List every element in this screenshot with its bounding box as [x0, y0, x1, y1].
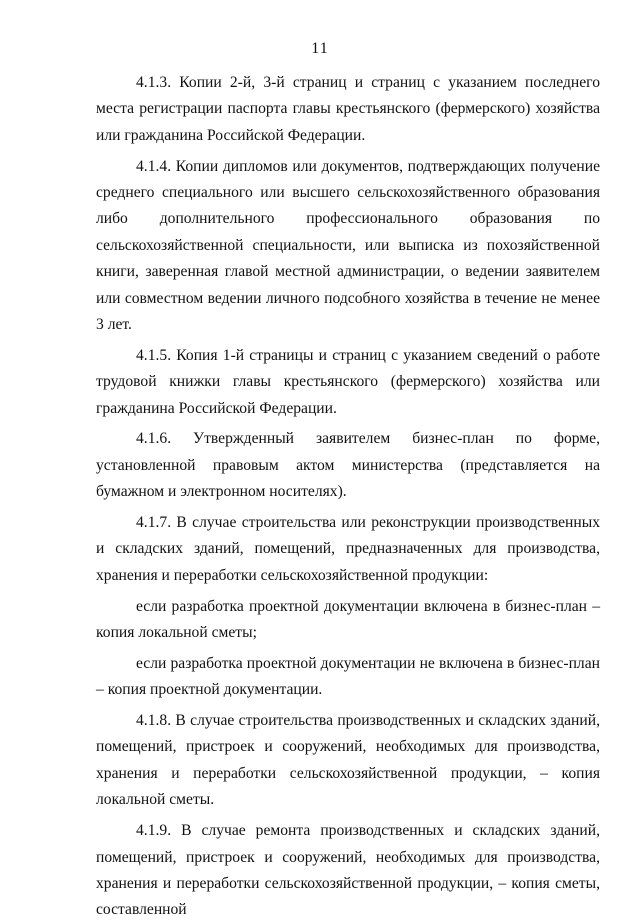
- paragraph-4-1-4: 4.1.4. Копии дипломов или документов, подтверждающих получение среднего специального или высшего сельскохозяйственного образования либо дополнительного профессионального образования по сельскохозяйственной специальности, или выписка из похозяйственной книги, заверенная главой местной администрации, о ведении заявителем или совместном ведении личного подсобного хозяйства в течение не менее 3 лет.: [96, 157, 600, 334]
- paragraph-4-1-8: 4.1.8. В случае строительства производственных и складских зданий, помещений, пристроек и сооружений, необходимых для производства, хранения и переработки сельскохозяйственной продукции, – копия локальной сметы.: [96, 712, 600, 809]
- paragraph-4-1-7: 4.1.7. В случае строительства или реконструкции производственных и складских зданий, помещений, предназначенных для производства, хранения и переработки сельскохозяйственной продукции:: [96, 514, 600, 584]
- page-number: 11: [311, 40, 329, 57]
- document-body: [96, 70, 600, 924]
- paragraph-4-1-9: 4.1.9. В случае ремонта производственных и складских зданий, помещений, пристроек и сооружений, необходимых для производства, хранения и переработки сельскохозяйственной продукции, – копия сметы, составленной: [96, 822, 600, 919]
- paragraph-4-1-7-option-b: если разработка проектной документации не включена в бизнес-план – копия проектной документации.: [96, 654, 600, 699]
- paragraph-4-1-7-option-a: если разработка проектной документации включена в бизнес-план – копия локальной сметы;: [96, 597, 600, 642]
- paragraph-4-1-5: 4.1.5. Копия 1-й страницы и страниц с указанием сведений о работе трудовой книжки главы крестьянского (фермерского) хозяйства или гражданина Российской Федерации.: [96, 346, 600, 417]
- paragraph-4-1-3: 4.1.3. Копии 2-й, 3-й страниц и страниц с указанием последнего места регистрации паспорта главы крестьянского (фермерского) хозяйства или гражданина Российской Федерации.: [96, 74, 600, 144]
- paragraph-4-1-6: 4.1.6. Утвержденный заявителем бизнес-план по форме, установленной правовым актом министерства (представляется на бумажном и электронном носителях).: [96, 430, 600, 501]
